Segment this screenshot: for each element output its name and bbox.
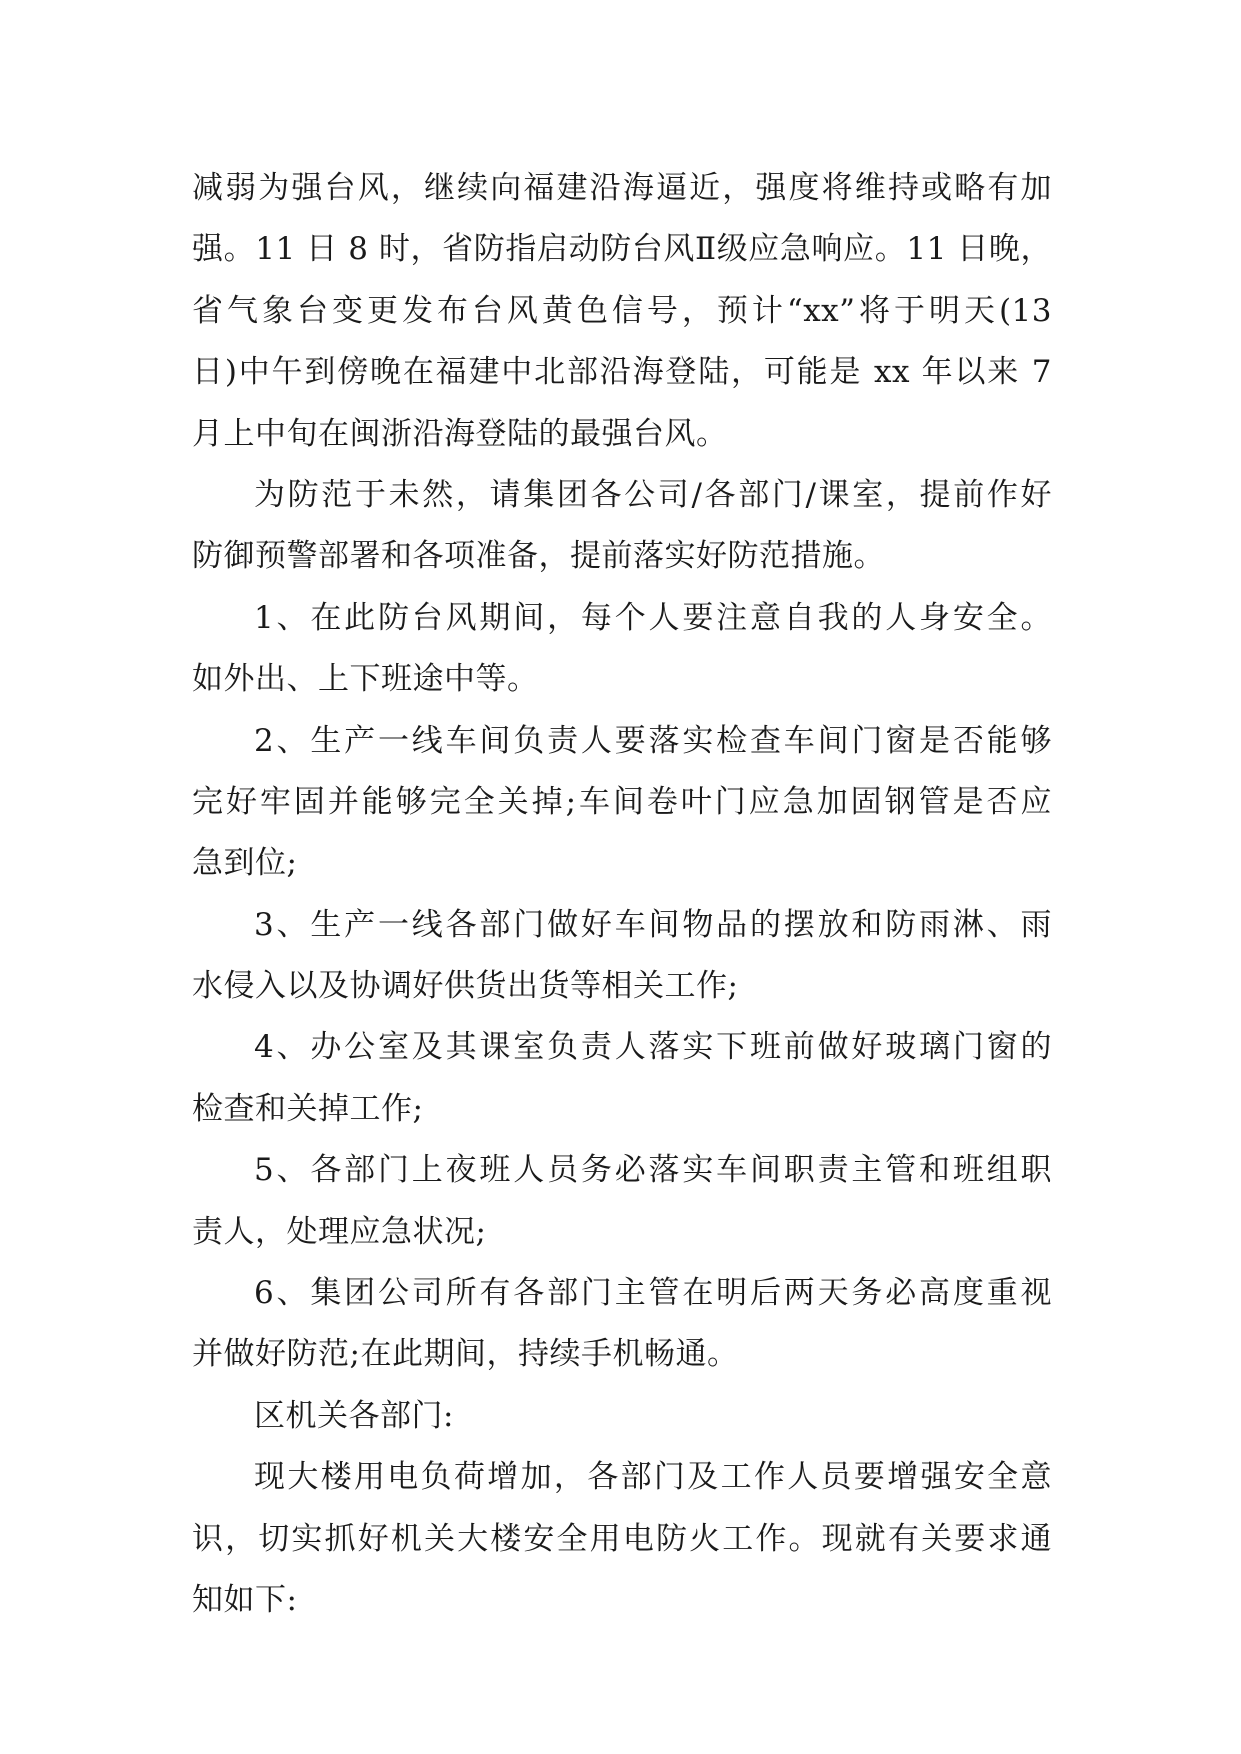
text-line: 日)中午到傍晚在福建中北部沿海登陆，可能是 xx 年以来 7 [192,354,1052,391]
text-line: 水侵入以及协调好供货出货等相关工作; [192,968,739,1005]
text-line: 2、生产一线车间负责人要落实检查车间门窗是否能够 [254,722,1052,759]
text-line: 4、办公室及其课室负责人落实下班前做好玻璃门窗的 [254,1029,1052,1066]
text-line: 识，切实抓好机关大楼安全用电防火工作。现就有关要求通 [192,1520,1052,1557]
text-line: 现大楼用电负荷增加，各部门及工作人员要增强安全意 [254,1459,1052,1496]
text-line: 区机关各部门: [254,1397,454,1434]
text-line: 3、生产一线各部门做好车间物品的摆放和防雨淋、雨 [254,906,1052,943]
text-line: 检查和关掉工作; [192,1090,424,1127]
document-body [192,158,1052,1631]
text-line: 并做好防范;在此期间，持续手机畅通。 [192,1336,739,1373]
text-line: 如外出、上下班途中等。 [192,661,539,698]
text-line: 强。11 日 8 时，省防指启动防台风Ⅱ级应急响应。11 日晚， [192,231,1052,268]
text-line: 6、集团公司所有各部门主管在明后两天务必高度重视 [254,1275,1052,1312]
text-line: 完好牢固并能够完全关掉;车间卷叶门应急加固钢管是否应 [192,783,1052,820]
text-line: 防御预警部署和各项准备，提前落实好防范措施。 [192,538,885,575]
text-line: 月上中旬在闽浙沿海登陆的最强台风。 [192,415,728,452]
text-line: 为防范于未然，请集团各公司/各部门/课室，提前作好 [254,476,1052,513]
text-line: 急到位; [192,845,298,882]
text-line: 减弱为强台风，继续向福建沿海逼近，强度将维持或略有加 [192,170,1052,206]
text-line: 省气象台变更发布台风黄色信号，预计“xx”将于明天(13 [192,292,1052,329]
text-line: 责人，处理应急状况; [192,1213,487,1250]
text-line: 1、在此防台风期间，每个人要注意自我的人身安全。 [254,599,1052,636]
text-line: 知如下: [192,1581,298,1618]
text-line: 5、各部门上夜班人员务必落实车间职责主管和班组职 [254,1152,1052,1189]
